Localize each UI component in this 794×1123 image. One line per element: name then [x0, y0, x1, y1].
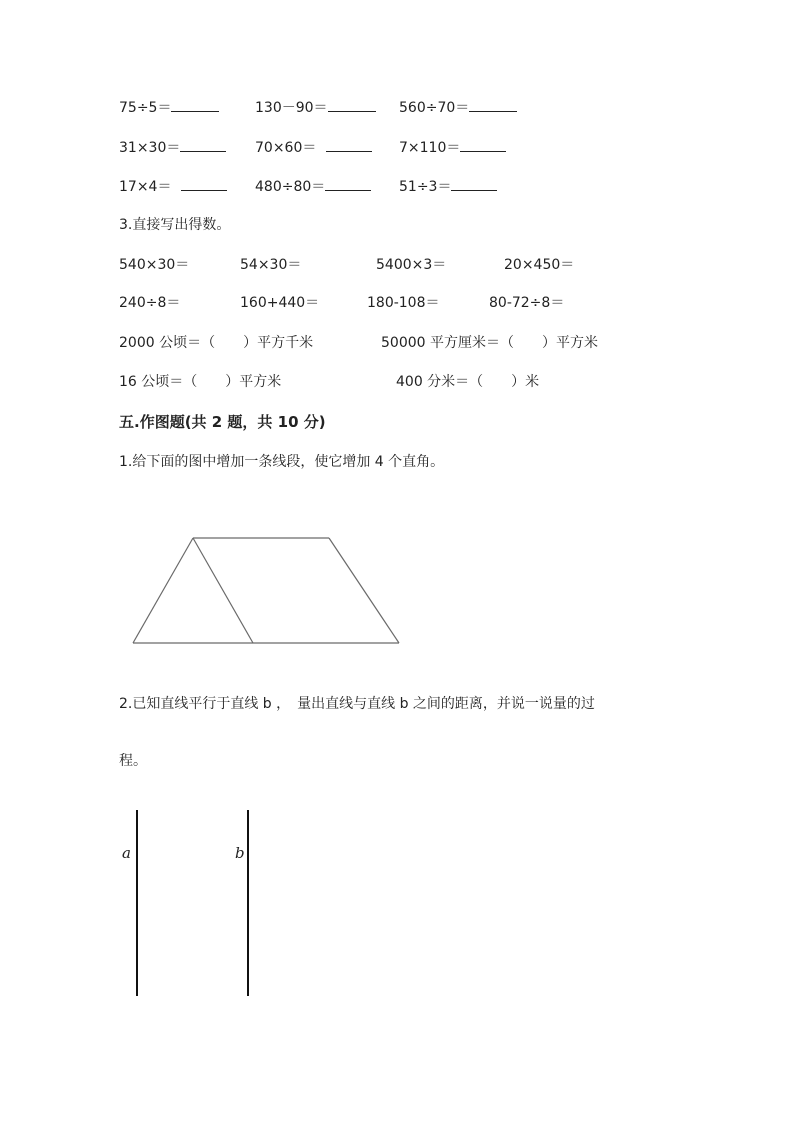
s3-r2-c2: 160+440＝ [240, 295, 320, 311]
s3-r3-c1: 2000 公顷＝（ ）平方千米 [119, 335, 314, 351]
calc-item-1-1: 75÷5＝ [119, 97, 219, 117]
s3-r1-c2: 54×30＝ [240, 257, 302, 273]
s3-r2-c4: 80-72÷8＝ [489, 295, 565, 311]
s3-r1-c3: 5400×3＝ [376, 257, 447, 273]
section3-title: 3.直接写出得数。 [119, 217, 231, 233]
section5-title: 五.作图题(共 2 题，共 10 分) [119, 413, 326, 431]
question-1: 1.给下面的图中增加一条线段，使它增加 4 个直角。 [119, 454, 445, 470]
label-a: a [122, 844, 131, 862]
s3-r3-c2: 50000 平方厘米＝（ ）平方米 [381, 335, 598, 351]
calc-item-1-2: 130－90＝ [255, 97, 376, 117]
question-2-line1: 2.已知直线平行于直线 b ， 量出直线与直线 b 之间的距离，并说一说量的过 [119, 696, 595, 712]
inner-diagonal-line [193, 538, 253, 643]
calc-item-2-1: 31×30＝ [119, 137, 226, 157]
s3-r2-c3: 180-108＝ [367, 295, 440, 311]
question-2-line2: 程。 [119, 753, 147, 769]
trapezoid-figure [133, 538, 399, 643]
label-b: b [235, 844, 245, 862]
left-side-line [133, 538, 193, 643]
s3-r1-c1: 540×30＝ [119, 257, 190, 273]
right-side-line [329, 538, 399, 643]
s3-r1-c4: 20×450＝ [504, 257, 575, 273]
s3-r4-c1: 16 公顷＝（ ）平方米 [119, 374, 282, 390]
calc-item-3-2: 480÷80＝ [255, 176, 371, 196]
calc-item-1-3: 560÷70＝ [399, 97, 517, 117]
s3-r2-c1: 240÷8＝ [119, 295, 181, 311]
calc-item-3-1: 17×4＝ [119, 176, 227, 196]
s3-r4-c2: 400 分米＝（ ）米 [396, 374, 540, 390]
calc-item-2-2: 70×60＝ [255, 137, 372, 157]
calc-item-3-3: 51÷3＝ [399, 176, 497, 196]
calc-item-2-3: 7×110＝ [399, 137, 506, 157]
